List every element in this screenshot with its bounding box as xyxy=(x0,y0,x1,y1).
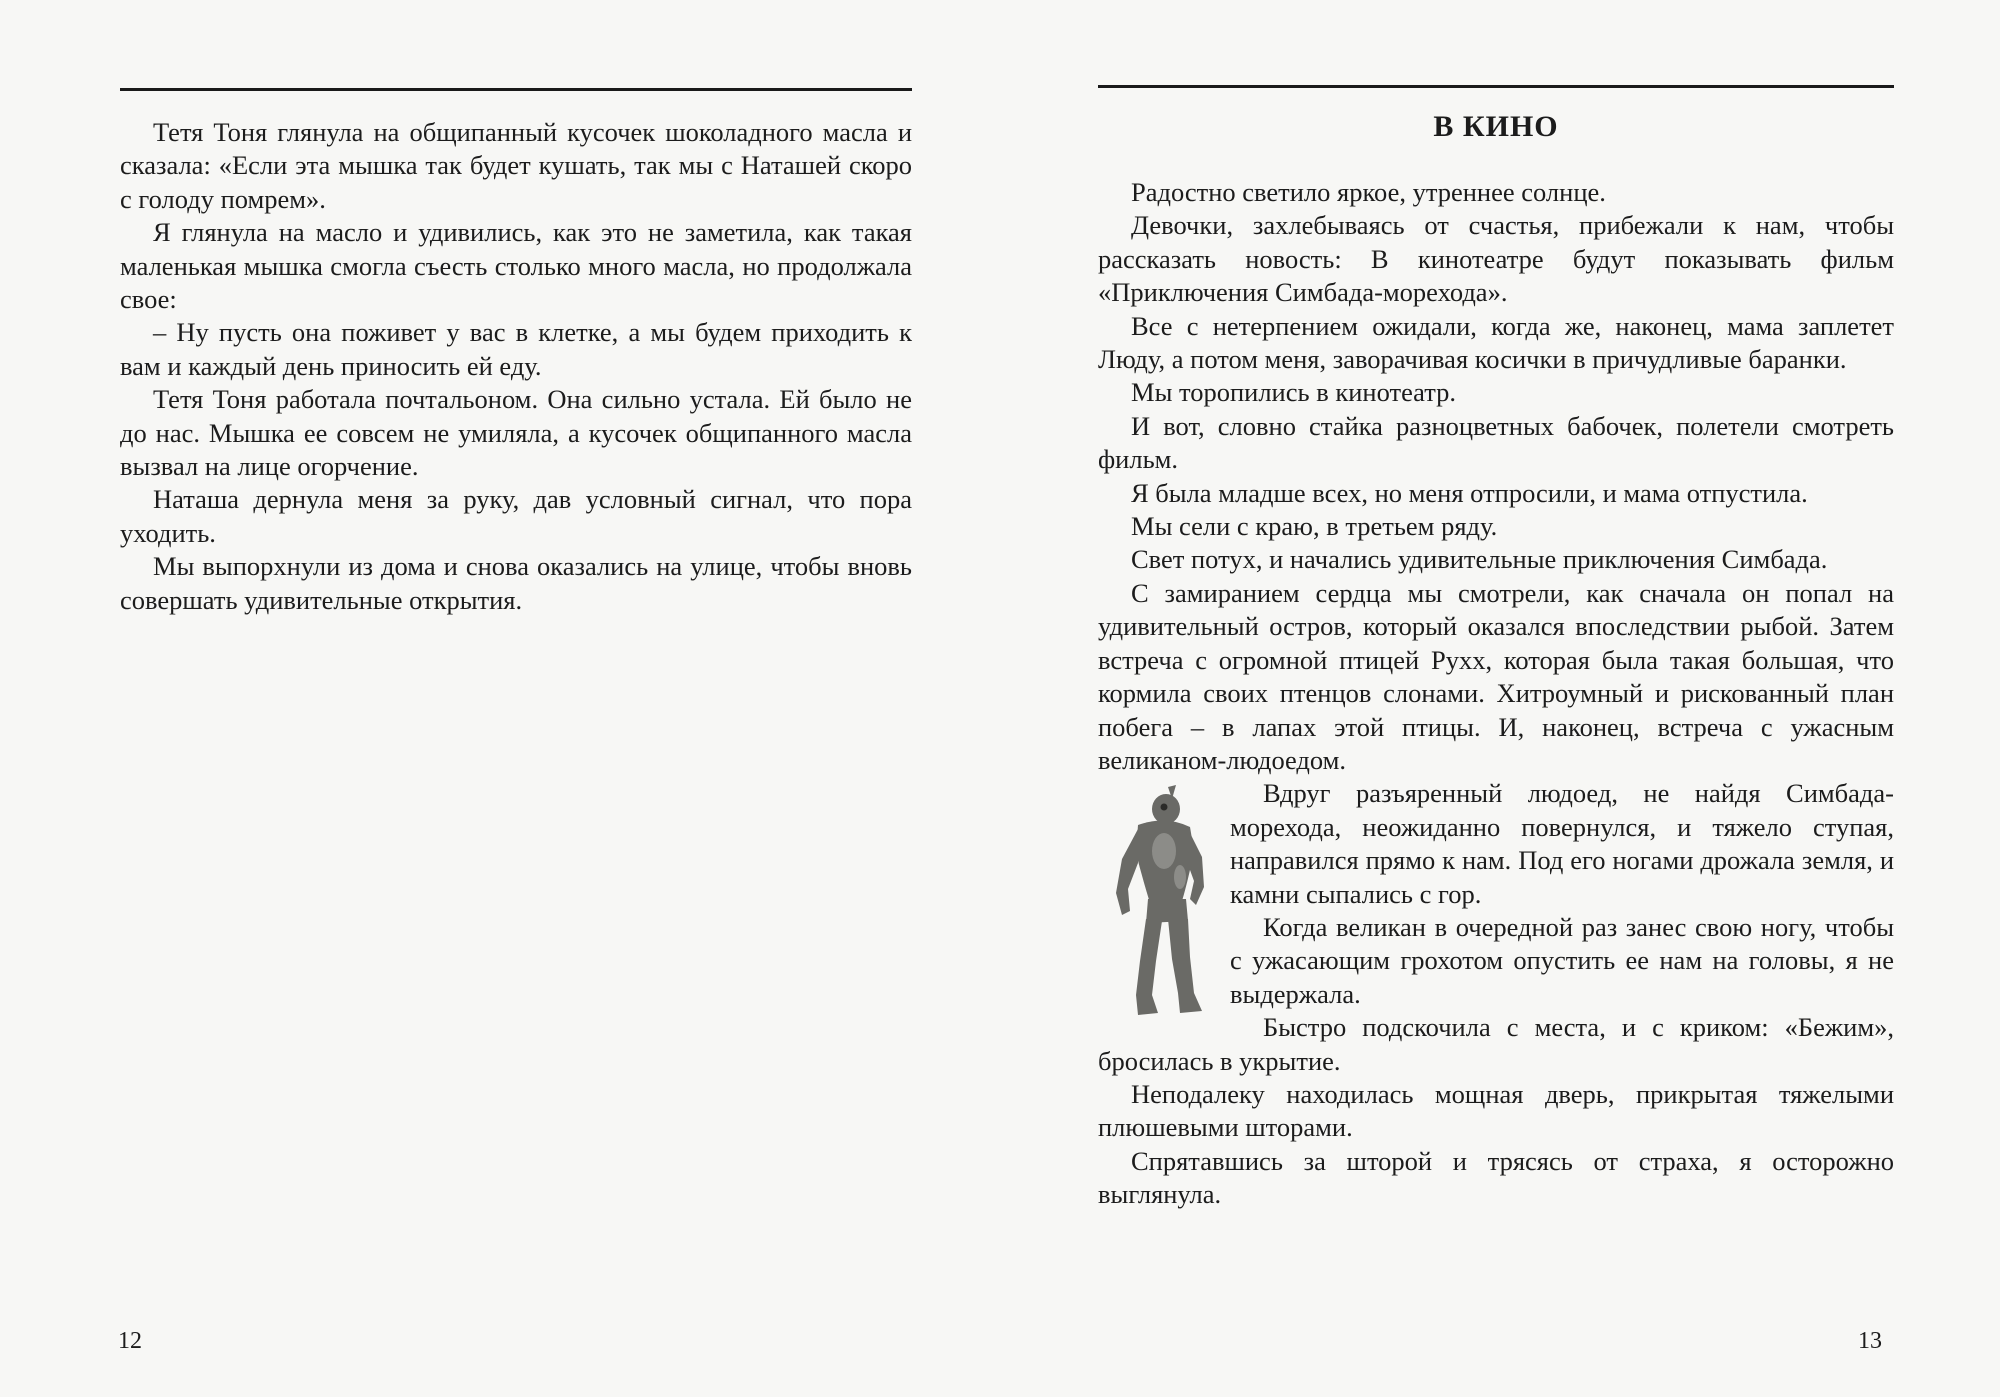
paragraph: Мы торопились в кинотеатр. xyxy=(1131,377,1457,408)
paragraph: Я была младше всех, но меня отпросили, и мама отпустила. xyxy=(1131,477,1808,508)
paragraph: Свет потух, и начались удивительные приключения Симбада. xyxy=(1131,544,1828,575)
paragraph: Наташа дернула меня за руку, дав условный сигнал, что пора уходить. xyxy=(120,484,912,548)
header-rule-left xyxy=(120,88,912,91)
right-page-text xyxy=(1098,176,1894,1212)
chapter-title: В КИНО xyxy=(1433,110,1559,143)
paragraph: Мы выпорхнули из дома и снова оказались на улице, чтобы вновь совершать удивительные открытия. xyxy=(120,551,912,615)
cyclops-giant-illustration xyxy=(1098,781,1210,1021)
paragraph: – Ну пусть она поживет у вас в клетке, а мы будем приходить к вам и каждый день приносить ей еду. xyxy=(120,317,912,381)
paragraph: Вдруг разъяренный людоед, не найдя Симбада-морехода, неожиданно повернулся, и тяжело ступая, направился прямо к нам. Под его ногами дрожала земля, и камни сыпались с гор. xyxy=(1230,778,1894,909)
paragraph: Когда великан в очередной раз занес свою ногу, чтобы с ужасающим грохотом опустить ее нам на головы, я не выдержала. xyxy=(1230,911,1894,1009)
left-page-text xyxy=(120,116,912,617)
paragraph: Тетя Тоня глянула на общипанный кусочек шоколадного масла и сказала: «Если эта мышка так будет кушать, так мы с Наташей скоро с голоду помрем». xyxy=(120,117,912,214)
giant-icon xyxy=(1098,781,1210,1021)
paragraph: Неподалеку находилась мощная дверь, прикрытая тяжелыми плюшевыми шторами. xyxy=(1098,1078,1894,1143)
header-rule-right xyxy=(1098,85,1894,88)
paragraph: Радостно светило яркое, утреннее солнце. xyxy=(1131,177,1606,207)
paragraph: Спрятавшись за шторой и трясясь от страха, я осторожно выглянула. xyxy=(1098,1145,1894,1210)
paragraph: И вот, словно стайка разноцветных бабочек, полетели смотреть фильм. xyxy=(1098,410,1894,475)
page-number-right: 13 xyxy=(1858,1328,1882,1354)
page-number-left: 12 xyxy=(118,1328,142,1354)
right-page xyxy=(1000,0,2000,1397)
paragraph: Тетя Тоня работала почтальоном. Она сильно устала. Ей было не до нас. Мышка ее совсем не умиляла, а кусочек общипанного масла вызвал на лице огорчение. xyxy=(120,384,912,482)
paragraph: Девочки, захлебываясь от счастья, прибежали к нам, чтобы рассказать новость: В кинотеатре будут показывать фильм «Приключения Симбада-морехода». xyxy=(1098,210,1894,308)
paragraph: Мы сели с краю, в третьем ряду. xyxy=(1131,511,1498,542)
paragraph: Я глянула на масло и удивились, как это не заметила, как такая маленькая мышка смогла съесть столько много масла, но продолжала свое: xyxy=(120,217,912,315)
paragraph: Быстро подскочила с места, и с криком: «Бежим», бросилась в укрытие. xyxy=(1098,1012,1894,1076)
paragraph: С замиранием сердца мы смотрели, как сначала он попал на удивительный остров, который оказался впоследствии рыбой. Затем встреча с огромной птицей Рухх, которая была такая большая, что кормила своих птенцов слонами. Хитроумный и рискованный план побега – в лапах этой птицы. И, наконец, встреча с ужасным великаном-людоедом. xyxy=(1098,577,1894,775)
paragraph: Все с нетерпением ожидали, когда же, наконец, мама заплетет Люду, а потом меня, заворачивая косички в причудливые баранки. xyxy=(1098,310,1894,375)
